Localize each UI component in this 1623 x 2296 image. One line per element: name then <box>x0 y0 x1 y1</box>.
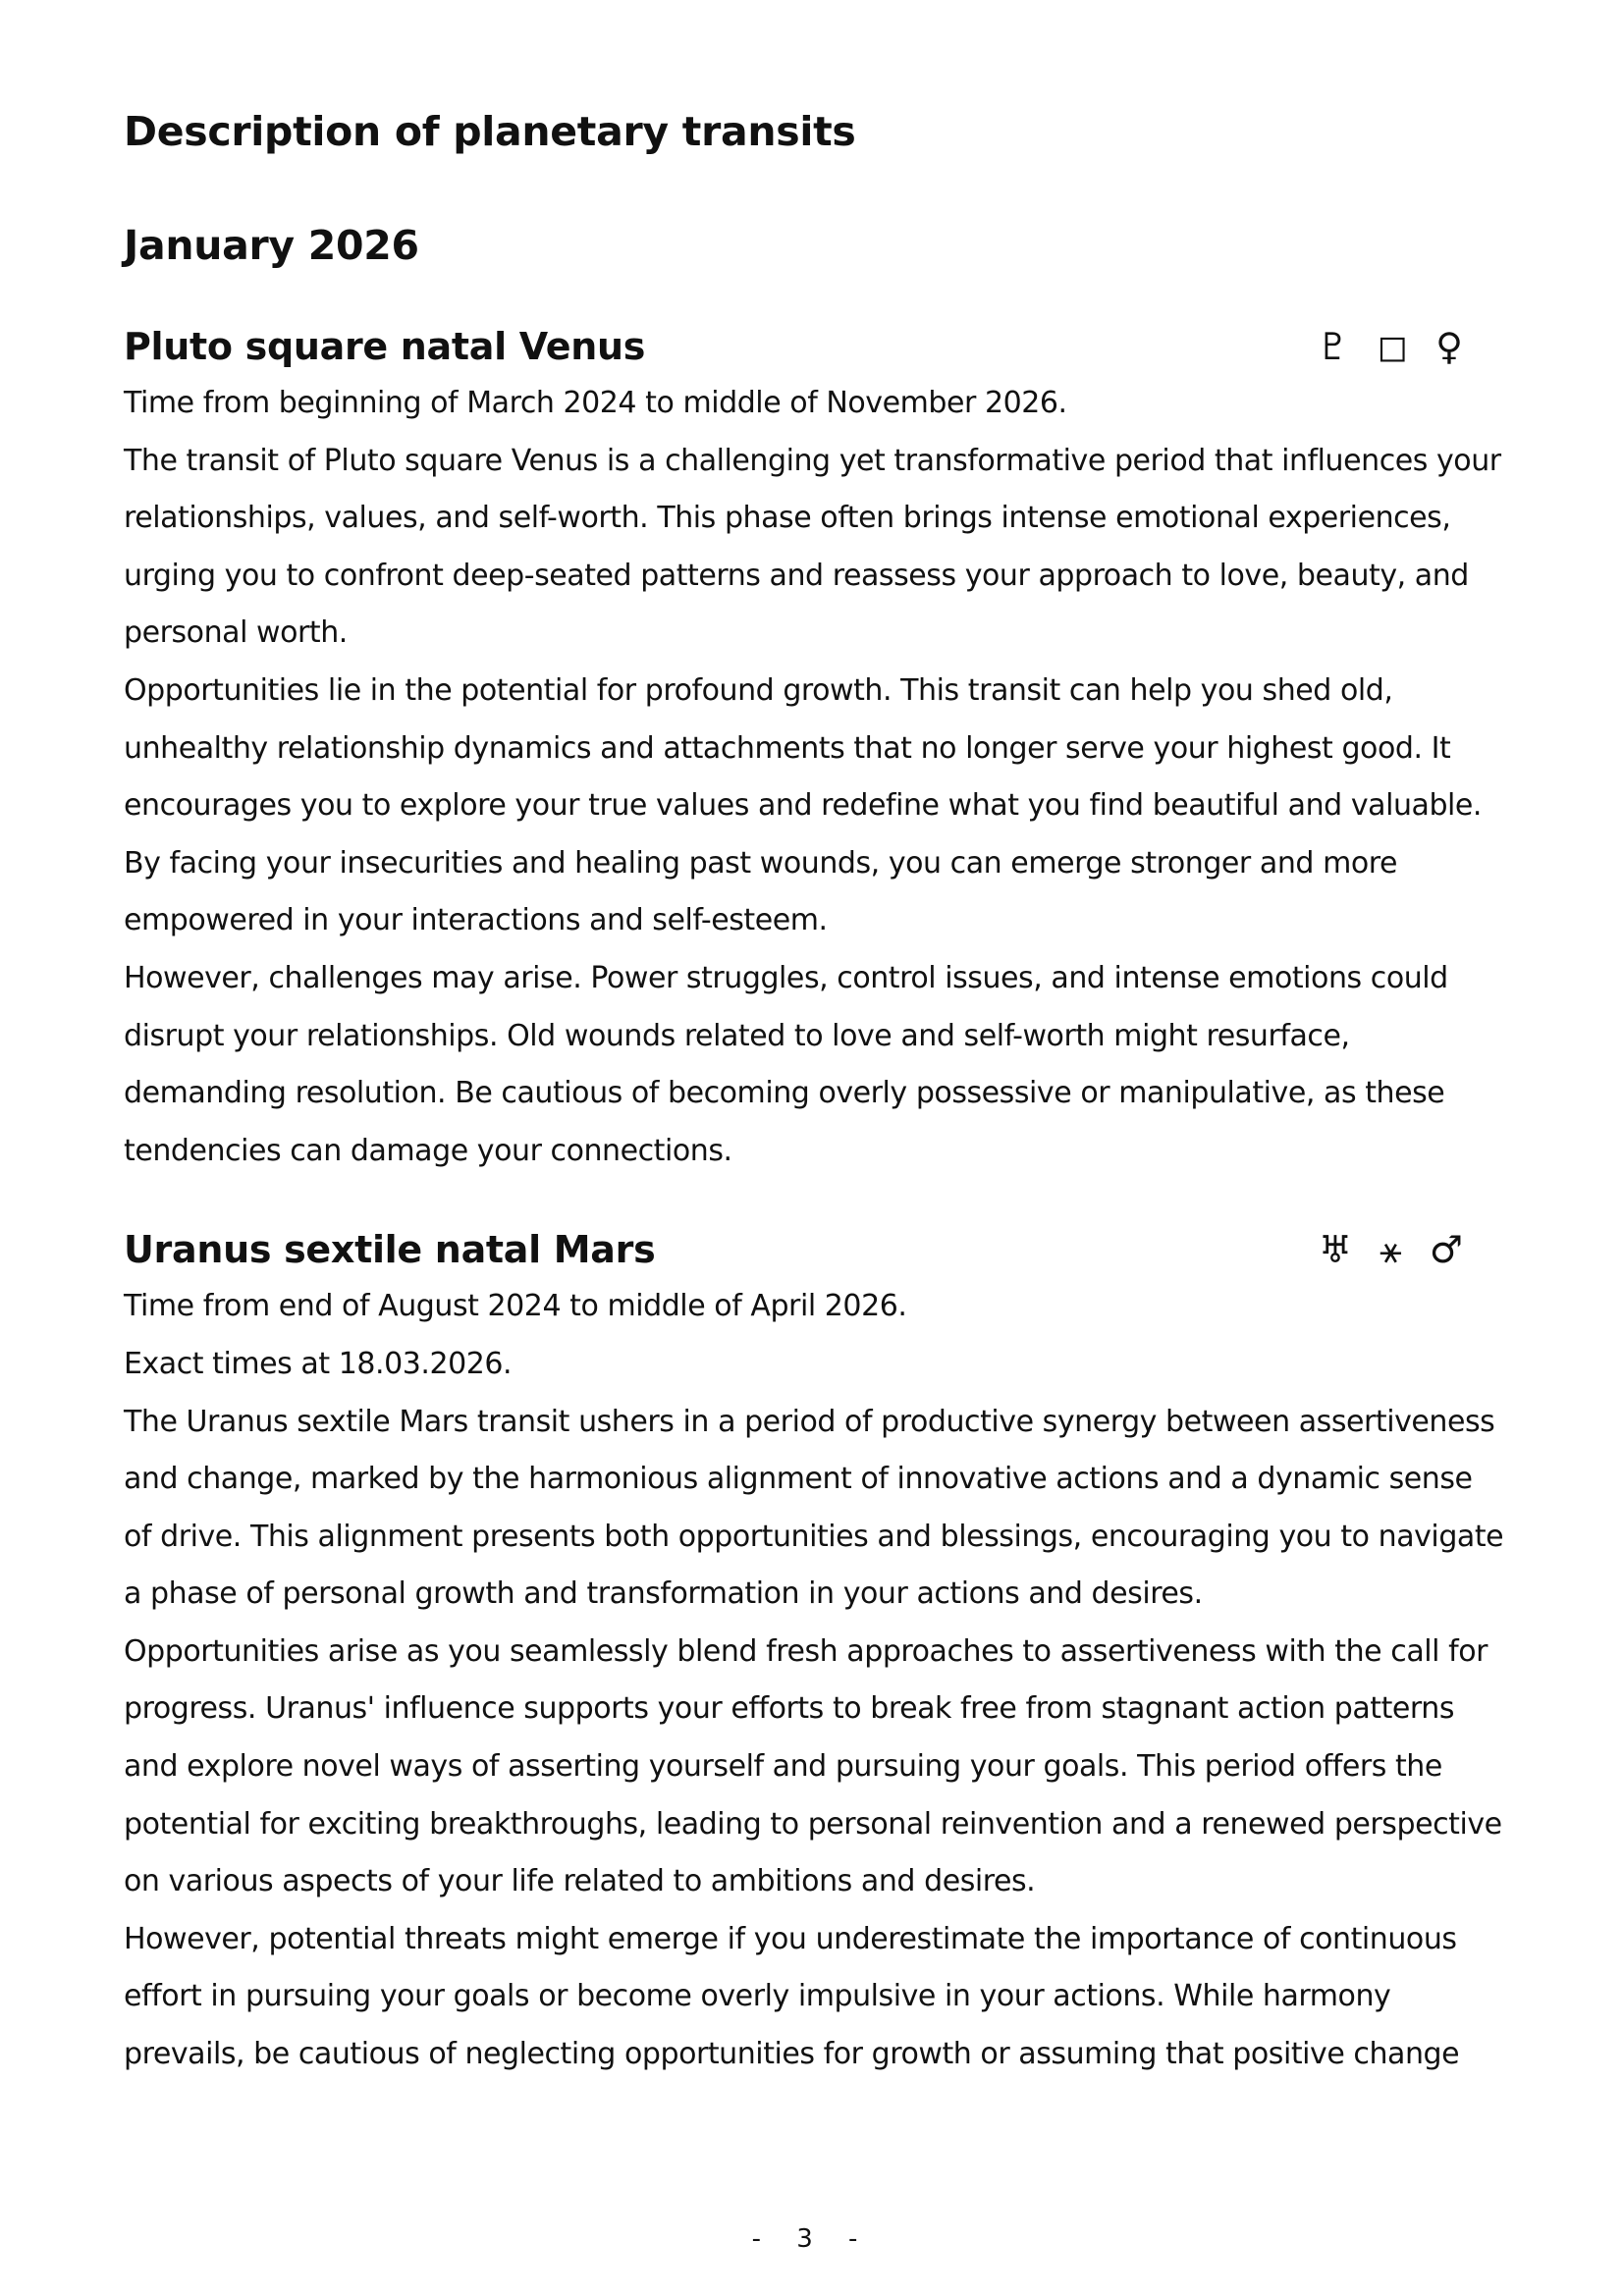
transit-paragraph: Opportunities arise as you seamlessly blend fresh approaches to assertiveness with the call for progress. Uranus' influence supports your efforts to break free from stagnant action patterns and explore novel ways of asserting yourself and pursuing your goals. This period offers the potential for exciting breakthroughs, leading to personal reinvention and a renewed perspective on various aspects of your life related to ambitions and desires. <box>124 1633 1502 1899</box>
page-content <box>124 98 1508 2084</box>
transit-pluto-square-venus <box>124 318 1508 1180</box>
transit-period: Time from end of August 2024 to middle of April 2026. <box>124 1289 907 1324</box>
transit-uranus-sextile-mars <box>124 1221 1508 2083</box>
aspect-symbols-icon: ♅ ⚹ ♂ <box>1318 1228 1471 1272</box>
transit-period: Time from beginning of March 2024 to middle of November 2026. <box>124 386 1067 420</box>
transit-title: Pluto square natal Venus <box>124 325 646 368</box>
transit-header <box>124 1221 1508 1278</box>
transit-paragraph: However, challenges may arise. Power struggles, control issues, and intense emotions could disrupt your relationships. Old wounds related to love and self-worth might resurface, demanding resolution. Be cautious of becoming overly possessive or manipulative, as these tendencies can damage your connections. <box>124 960 1448 1168</box>
page-number: - 3 - <box>751 2224 872 2254</box>
transit-paragraph: However, potential threats might emerge if you underestimate the importance of continuous effort in pursuing your goals or become overly impulsive in your actions. While harmony prevails, be cautious of neglecting opportunities for growth or assuming that positive change <box>124 1921 1460 2072</box>
aspect-symbols-icon: ♇ ◻ ♀ <box>1316 325 1471 368</box>
transit-title: Uranus sextile natal Mars <box>124 1228 656 1272</box>
transit-header <box>124 318 1508 375</box>
transit-exact-times: Exact times at 18.03.2026. <box>124 1346 513 1381</box>
transit-paragraph: The Uranus sextile Mars transit ushers in a period of productive synergy between assertiveness and change, marked by the harmonious alignment of innovative actions and a dynamic sense of drive. This alignment presents both opportunities and blessings, encouraging you to navigate a phase of personal growth and transformation in your actions and desires. <box>124 1404 1504 1612</box>
document-title: Description of planetary transits <box>124 108 856 155</box>
transit-paragraph: Opportunities lie in the potential for profound growth. This transit can help you shed old, unhealthy relationship dynamics and attachments that no longer serve your highest good. It encourages you to explore your true values and redefine what you find beautiful and valuable. By facing your insecurities and healing past wounds, you can emerge stronger and more empowered in your interactions and self-esteem. <box>124 672 1483 938</box>
transit-paragraph: The transit of Pluto square Venus is a challenging yet transformative period that influences your relationships, values, and self-worth. This phase often brings intense emotional experiences, urging you to confront deep-seated patterns and reassess your approach to love, beauty, and personal worth. <box>124 443 1501 651</box>
month-heading: January 2026 <box>124 222 419 269</box>
